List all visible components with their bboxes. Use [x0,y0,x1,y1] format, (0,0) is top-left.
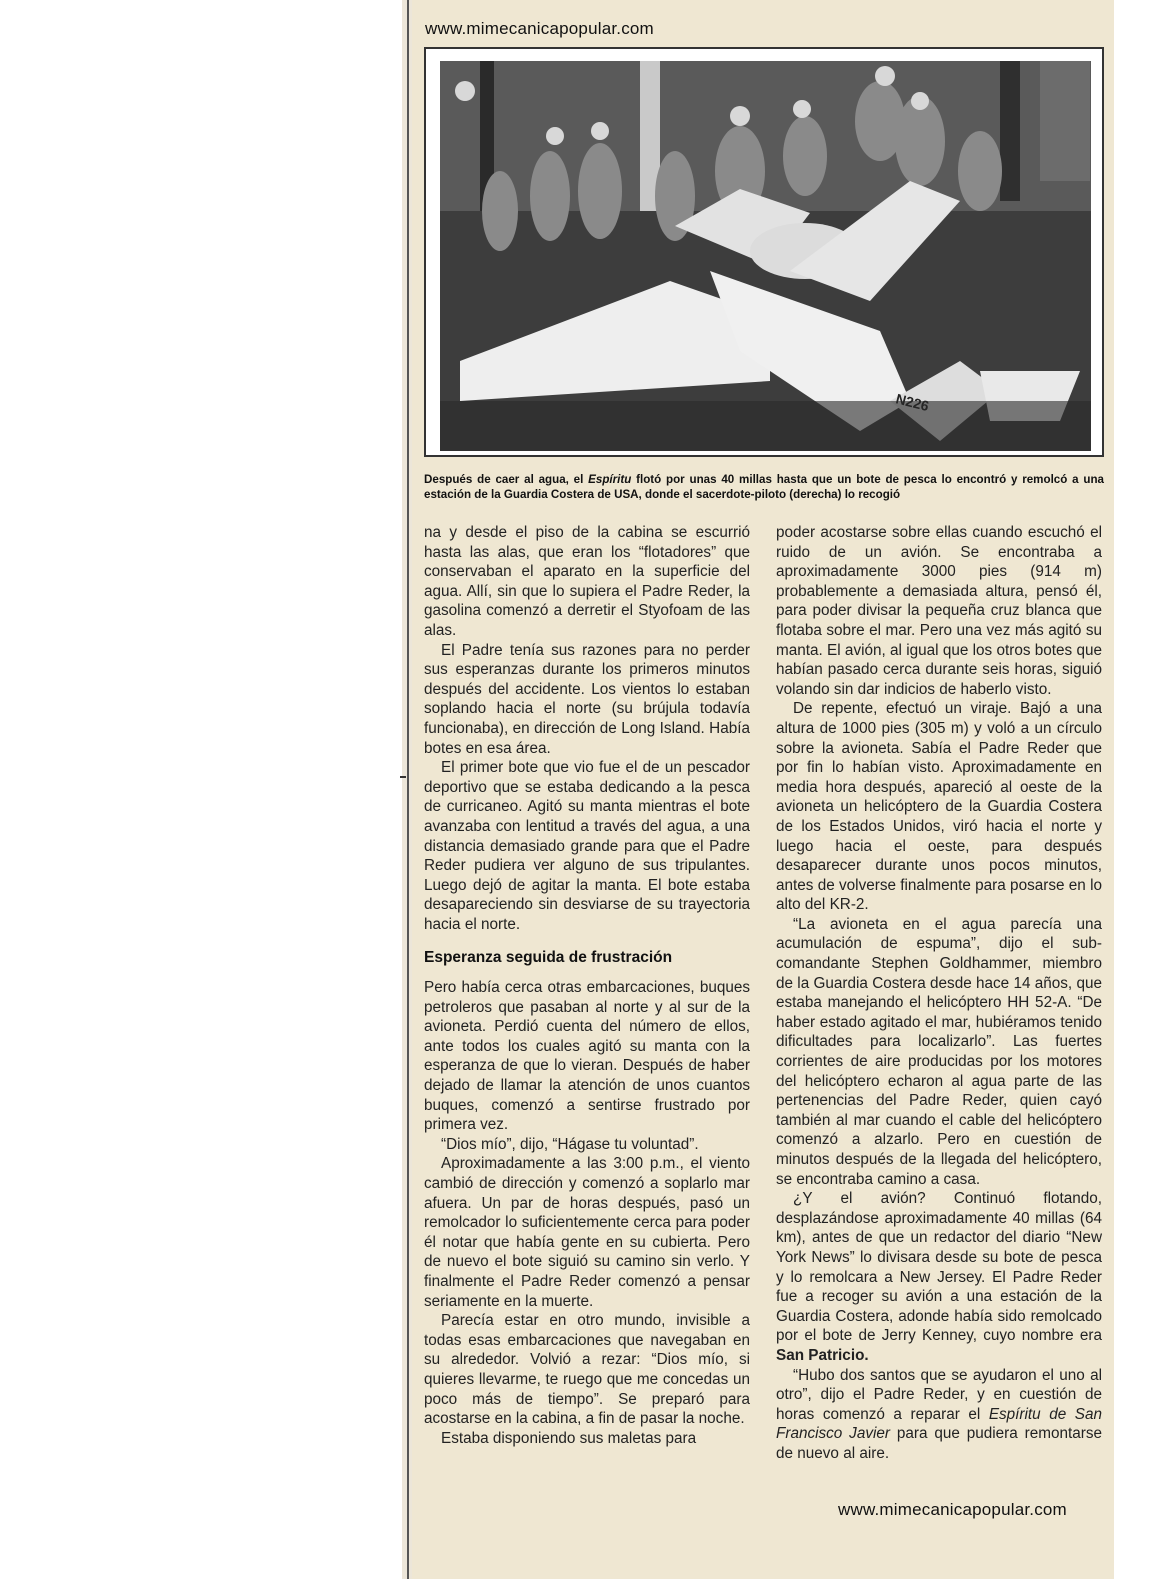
boat-name: San Patricio. [776,1346,869,1364]
paragraph: Estaba disponiendo sus maletas para [441,1429,697,1447]
section-heading: Esperanza seguida de frustración [424,949,673,967]
plane-full-name: Espíritu de San Francisco Javier [776,1405,1103,1443]
photo-caption [424,472,1104,502]
caption-plane-name: Espíritu [588,473,632,486]
paragraph: De repente, efectuó un viraje. Bajó a una altura de 1000 pies (305 m) y voló a un círculo sobre la avioneta. Sabía el Padre Reder que por fin lo habían visto. Aproximadamente en media hora después, apareció al oeste de la avioneta un helicóptero de la Guardia Costera de los Estados Unidos, viró hacia el norte y luego hacia el oeste, para después desaparecer durante unos pocos minutos, antes de volverse finalmente para posarse en lo alto del KR-2. [776,700,1102,914]
article-column-right [776,523,1102,1464]
article-photo [424,47,1104,457]
caption-text-end: flotó por unas 40 millas hasta que un bote de pesca lo encontró y remolcó a una estación de la Guardia Costera de USA, donde el sacerdote-piloto (derecha) lo recogió [424,473,1104,501]
paragraph-text: ¿Y el avión? Continuó flotando, desplazándose aproximadamente 40 millas (64 km), antes de que un redactor del diario “New York News” lo divisara desde su bote de pesca y lo remolcara a New Jersey. El Padre Reder fue a recoger su avión a una estación de la Guardia Costera, adonde había sido remolcado por el bote de Jerry Kenney, cuyo nombre era [776,1190,1102,1345]
paragraph: Parecía estar en otro mundo, invisible a todas esas embarcaciones que navegaban en su alrededor. Volvió a rezar: “Dios mío, si quieres llevarme, te ruego que me concedas un poco más de tiempo”. Se preparó para acostarse en la cabina, a fin de pasar la noche. [424,1312,750,1428]
article-column-left [424,523,750,1448]
plane-photo-illustration [440,61,1091,451]
paragraph-text: para que pudiera remontarse de nuevo al aire. [776,1425,1102,1462]
source-url-bottom[interactable]: www.mimecanicapopular.com [838,1500,1067,1519]
paragraph: El primer bote que vio fue el de un pescador deportivo que se estaba dedicando a la pesca de curricaneo. Agitó su manta mientras el bote avanzaba con lentitud a través del agua, a una distancia demasiado grande para que el Padre Reder pudiera ver alguno de sus tripulantes. Luego dejó de agitar la manta. El bote estaba desapareciendo sin desviarse de su trayectoria hacia el norte. [424,759,750,933]
paragraph: El Padre tenía sus razones para no perder sus esperanzas durante los primeros minutos después del accidente. Los vientos lo estaban soplando hacia el norte (su brújula todavía funcionaba), en dirección de Long Island. Había botes en esa área. [424,641,750,757]
paragraph-text: “Hubo dos santos que se ayudaron el uno al otro”, dijo el Padre Reder, y en cuestión de horas comenzó a reparar el [776,1366,1102,1423]
photo-floating-plane [440,61,1091,451]
paragraph: “Dios mío”, dijo, “Hágase tu voluntad”. [441,1135,699,1153]
paragraph: poder acostarse sobre ellas cuando escuchó el ruido de un avión. Se encontraba a aproximadamente 3000 pies (914 m) probablemente a demasiada altura, pensó él, para poder divisar la pequeña cruz blanca que flotaba sobre el mar. Pero una vez más agitó su manta. El avión, al igual que los otros botes que habían pasado cerca durante seis horas, siguió volando sin dar indicios de haberlo visto. [776,524,1102,698]
caption-text-start: Después de caer al agua, el [424,473,589,486]
paragraph: na y desde el piso de la cabina se escurrió hasta las alas, que eran los “flotadores” que conservaban el aparato en la superficie del agua. Allí, sin que lo supiera el Padre Reder, la gasolina comenzó a derretir el Styofoam de las alas. [424,524,750,639]
paragraph: Pero había cerca otras embarcaciones, buques petroleros que pasaban al norte y al sur de la avioneta. Perdió cuenta del número de ellos, ante todos los cuales agitó su manta con la esperanza de que lo vieran. Después de haber dejado de llamar la atención de unos cuantos buques, comenzó a sentirse frustrado por primera vez. [424,979,750,1134]
paragraph: “La avioneta en el agua parecía una acumulación de espuma”, dijo el sub-comandante Stephen Goldhammer, miembro de la Guardia Costera desde hace 14 años, que estaba manejando el helicóptero HH 52-A. “De haber estado agitado el mar, hubiéramos tenido dificultades para localizarlo”. Las fuertes corrientes de aire producidas por los motores del helicóptero echaron al agua parte de las pertenencias del Padre Reder, quien cayó también al mar cuando el cable del helicóptero comenzó a alzarlo. Pero en cuestión de minutos después de la llegada del helicóptero, se encontraba camino a casa. [776,915,1102,1188]
paragraph: Aproximadamente a las 3:00 p.m., el viento cambió de dirección y comenzó a soplarlo mar afuera. Un par de horas después, pasó un remolcador lo suficientemente cerca para poder él notar que había gente en su cubierta. Pero de nuevo el bote siguió su camino sin verlo. Y finalmente el Padre Reder comenzó a pensar seriamente en la muerte. [424,1155,750,1310]
paragraph [776,1366,1102,1464]
paragraph [776,1189,1102,1365]
margin-mark [400,776,406,778]
source-url-top[interactable]: www.mimecanicapopular.com [425,19,654,38]
page-edge-rule [407,0,409,1579]
